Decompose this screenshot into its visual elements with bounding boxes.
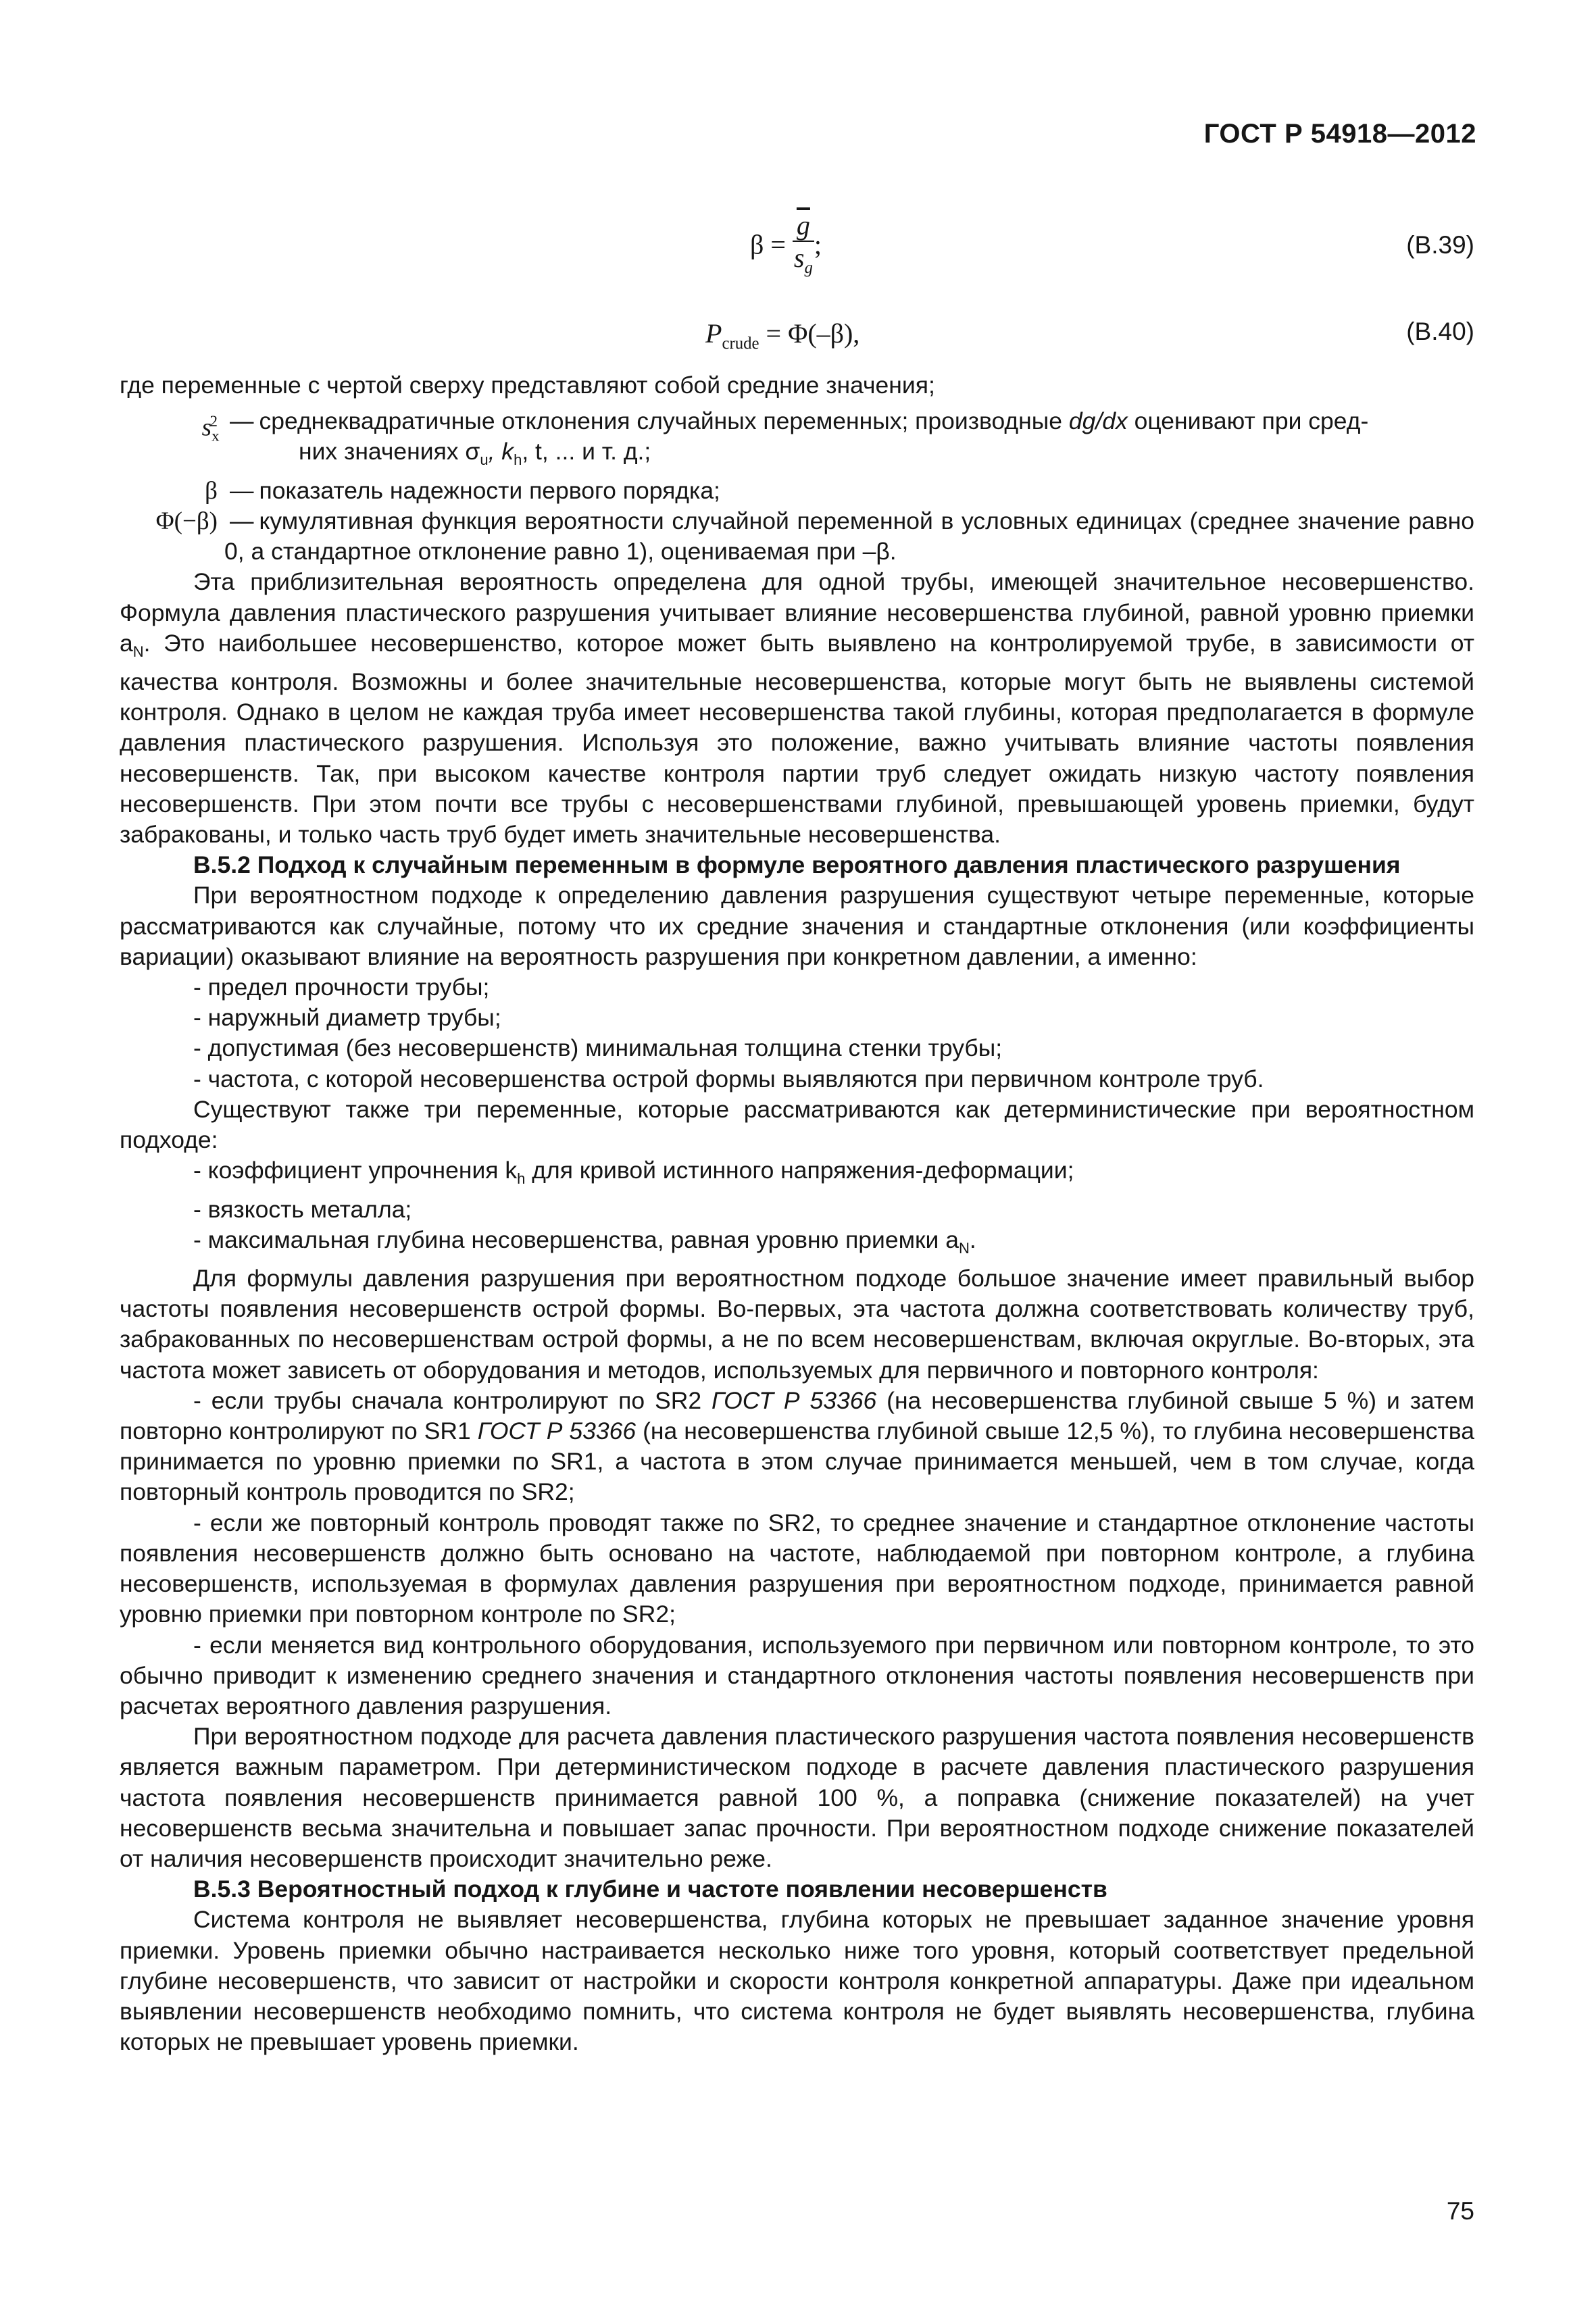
definition-cont-sub2: h	[514, 451, 522, 469]
page-number: 75	[1446, 2197, 1474, 2225]
definition-cont-c: , t, ... и т. д.;	[522, 438, 651, 466]
definition-text: — среднеквадратичные отклонения случайных переменных; производные dg/dx оценивают при сред- них значениях $\sigma_u$, $k_h$, t, ... и т. д.;	[224, 406, 1474, 476]
list-item: - частота, с которой несовершенства острой формы выявляются при первичном контроле труб.	[193, 1065, 1264, 1092]
section-heading-b52: В.5.2 Подход к случайным переменным в формуле вероятного давления пластического разрушения	[193, 851, 1401, 879]
formula-b40-lhs: P	[705, 318, 722, 349]
list-item: - допустимая (без несовершенств) минимальная толщина стенки трубы;	[193, 1034, 1003, 1062]
definition-text-body: показатель надежности первого порядка;	[259, 476, 720, 504]
paragraph-1-sub: N	[132, 643, 144, 660]
definition-beta	[120, 476, 1474, 506]
definition-symbol-base: s	[201, 413, 212, 442]
formula-b40-number: (В.40)	[1406, 318, 1474, 345]
paragraph-5	[120, 1386, 1474, 1508]
definition-text-a: среднеквадратичные отклонения случайных переменных; производные	[259, 407, 1069, 435]
definition-text-b: dg/dx	[1068, 407, 1128, 435]
paragraph-4: Для формулы давления разрушения при вероятностном подходе большое значение имеет правильный выбор частоты появления несовершенств острой формы. Во-первых, эта частота должна соответствовать количеству труб, забракованных по несовершенствам острой формы, а не по всем несовершенствам, включая округлые. Во-вторых, эта частота может зависеть от оборудования и методов, используемых для первичного и повторного контроля:	[120, 1265, 1474, 1384]
paragraph-1	[120, 567, 1474, 850]
formula-b39-tail: ;	[814, 229, 822, 260]
list-item-sub: N	[958, 1239, 970, 1257]
formula-b40-expr	[705, 318, 859, 353]
paragraph-5-c: (на несовершенства глубиной свыше 12,5 %), то глубина несовершенства принимается по уровню приемки по SR1, а частота в этом случае принимается меньшей, чем в том случае, когда повторный контроль проводится по SR2;	[120, 1417, 1474, 1506]
formula-b40-rhs: = Φ(–β),	[759, 318, 860, 349]
document-header: ГОСТ Р 54918—2012	[1203, 119, 1476, 149]
section-heading-b53: В.5.3 Вероятностный подход к глубине и частоте появлении несовершенств	[193, 1876, 1107, 1903]
list-item	[120, 1225, 1474, 1263]
definition-symbol: Φ(−β)	[155, 507, 218, 535]
list-item	[120, 1155, 1474, 1194]
list-item: - вязкость металла;	[193, 1195, 412, 1223]
paragraph-3: Существуют также три переменные, которые рассматриваются как детерминистические при вероятностном подходе:	[120, 1095, 1474, 1154]
list-item-a: - максимальная глубина несовершенства, равная уровню приемки a	[193, 1226, 959, 1253]
formula-b39	[0, 211, 1596, 285]
paragraph-1-b: . Это наибольшее несовершенство, которое может быть выявлено на контролируемой трубе, в зависимости от качества контроля. Возможны и более значительные несовершенства, которые могут быть не выявлены системой контроля. Однако в целом не каждая труба имеет несовершенства такой глубины, которая предполагается в формуле давления пластического разрушения. Используя это положение, важно учитывать влияние частоты появления несовершенств. Так, при высоком качестве контроля партии труб следует ожидать низкую частоту появления несовершенств. При этом почти все трубы с несовершенствами глубиной, превышающей уровень приемки, будут забракованы, и только часть труб будет иметь значительные несовершенства.	[120, 629, 1474, 849]
definition-sx2	[120, 406, 1474, 476]
definition-cont-sub1: u	[480, 451, 489, 469]
document-body	[120, 370, 1474, 2057]
intro-line: где переменные с чертой сверху представляют собой средние значения;	[120, 372, 935, 399]
paragraph-7: - если меняется вид контрольного оборудования, используемого при первичном или повторном контроле, то это обычно приводит к изменению среднего значения и стандартного отклонения частоты появления несовершенств при расчетах вероятного давления разрушения.	[120, 1631, 1474, 1719]
list-item-b: для кривой истинного напряжения-деформации;	[525, 1157, 1074, 1184]
standard-reference: ГОСТ Р 53366	[712, 1386, 877, 1414]
paragraph-5-b: (на несовершенства глубиной свыше 5 %) и затем повторно контролируют по SR1	[120, 1386, 1474, 1445]
standard-reference: ГОСТ Р 53366	[477, 1417, 637, 1445]
list-item-b: .	[969, 1226, 976, 1253]
formula-b39-number: (В.39)	[1406, 231, 1474, 259]
paragraph-6: - если же повторный контроль проводят также по SR2, то среднее значение и стандартное отклонение частоты появления несовершенств должно быть основано на частоте, наблюдаемой при повторном контроле, а глубина несовершенств, используемая в формулах давления разрушения при вероятностном подходе, принимается равной уровню приемки при повторном контроле по SR2;	[120, 1509, 1474, 1628]
formula-b40-lhs-sub: crude	[722, 334, 759, 353]
formula-b39-numerator: $\overline{g}$	[793, 211, 814, 242]
definition-cont-b: , k	[488, 438, 514, 466]
formula-b39-fraction	[793, 211, 814, 284]
paragraph-2: При вероятностном подходе к определению давления разрушения существуют четыре переменные, которые рассматриваются как случайные, потому что их средние значения и стандартные отклонения (или коэффициенты вариации) оказывают влияние на вероятность разрушения при конкретном давлении, а именно:	[120, 882, 1474, 970]
paragraph-8: При вероятностном подходе для расчета давления пластического разрушения частота появления несовершенств является важным параметром. При детерминистическом подходе в расчете давления пластического разрушения частота появления несовершенств принимается равной 100 %, а поправка (снижение показателей) на учет несовершенств весьма значительна и повышает запас прочности. При вероятностном подходе снижение показателей от наличия несовершенств происходит значительно реже.	[120, 1723, 1474, 1872]
formula-b39-expr	[750, 211, 822, 284]
formula-b39-denominator	[793, 242, 814, 284]
definition-symbol-sub: x	[211, 427, 220, 445]
list-item: - предел прочности трубы;	[193, 974, 490, 1001]
formula-b39-den-sub: g	[804, 259, 813, 277]
definition-text: — показатель надежности первого порядка;	[230, 476, 720, 504]
paragraph-5-a: - если трубы сначала контролируют по SR2	[193, 1386, 712, 1414]
definition-continuation	[224, 436, 1474, 475]
list-item-sub: h	[517, 1170, 526, 1188]
formula-b39-den-base: s	[793, 243, 805, 273]
list-item-a: - коэффициент упрочнения k	[193, 1157, 518, 1184]
paragraph-9: Система контроля не выявляет несовершенства, глубина которых не превышает заданное значение уровня приемки. Уровень приемки обычно настраивается несколько ниже того уровня, который соответствует предельной глубине несовершенств, что зависит от настройки и скорости контроля конкретной аппаратуры. Даже при идеальном выявлении несовершенств необходимо помнить, что система контроля не будет выявлять несовершенства, глубина которых не превышает уровень приемки.	[120, 1906, 1474, 2056]
definition-symbol	[120, 406, 224, 451]
definition-phi	[120, 506, 1474, 567]
definition-text: — кумулятивная функция вероятности случайной переменной в условных единицах (среднее значение равно 0, а стандартное отклонение равно 1), оцениваемая при –β.	[224, 507, 1474, 565]
definition-text-body: кумулятивная функция вероятности случайной переменной в условных единицах (среднее значение равно 0, а стандартное отклонение равно 1), оцениваемая при –β.	[224, 507, 1474, 565]
definition-symbol-sup: 2	[209, 413, 218, 430]
definition-text-c: оценивают при сред-	[1127, 407, 1369, 435]
formula-b39-lhs: β =	[750, 229, 786, 260]
definition-symbol: β	[205, 476, 218, 505]
definition-cont-a: них значениях σ	[299, 438, 480, 466]
list-item: - наружный диаметр трубы;	[193, 1004, 501, 1032]
paragraph-1-a: Эта приблизительная вероятность определена для одной трубы, имеющей значительное несовершенство. Формула давления пластического разрушения учитывает влияние несовершенства глубиной, равной уровню приемки a	[120, 568, 1474, 657]
